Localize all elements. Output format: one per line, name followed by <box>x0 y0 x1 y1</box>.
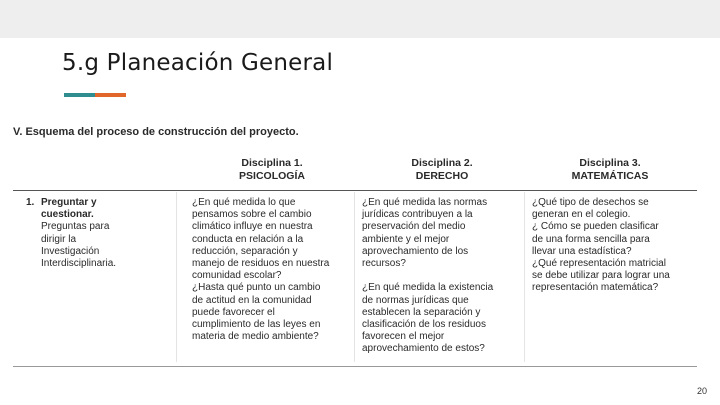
question-line: clasificación de los residuos <box>362 319 486 331</box>
column-subtitle: PSICOLOGÍA <box>239 169 305 182</box>
question-line: climático influye en nuestra <box>192 221 313 233</box>
column-title: Disciplina 2. <box>411 157 473 169</box>
question-line: ¿ Cómo se pueden clasificar <box>532 221 659 233</box>
step-label: cuestionar. <box>41 209 94 221</box>
question-line: generan en el colegio. <box>532 209 631 221</box>
question-line: llevar una estadística? <box>532 245 632 257</box>
step-description: Investigación <box>41 245 100 257</box>
question-line: establecen la separación y <box>362 306 481 318</box>
column-divider <box>176 192 177 362</box>
column-header-matematicas <box>552 157 668 182</box>
question-line: recursos? <box>362 258 406 270</box>
question-line: ¿Hasta qué punto un cambio <box>192 282 321 294</box>
question-line: manejo de residuos en nuestra <box>192 258 330 270</box>
question-line: comunidad escolar? <box>192 270 282 282</box>
question-line: favorecen el mejor <box>362 331 445 343</box>
question-line: ¿Qué representación matricial <box>532 258 666 270</box>
table-bottom-rule <box>13 366 697 367</box>
step-number: 1. <box>26 197 35 208</box>
question-line: ¿En qué medida las normas <box>362 197 488 208</box>
derecho-questions-cell <box>362 197 527 356</box>
question-line: ¿En qué medida la existencia <box>362 282 494 294</box>
question-line: jurídicas contribuyen a la <box>362 209 473 221</box>
matematicas-questions-cell <box>532 197 697 295</box>
column-title: Disciplina 1. <box>241 157 303 169</box>
column-subtitle: MATEMÁTICAS <box>571 169 649 182</box>
question-line: de una forma sencilla para <box>532 233 650 245</box>
question-line: reducción, separación y <box>192 245 298 257</box>
accent-bar-teal <box>64 93 95 97</box>
step-line-1 <box>26 197 151 209</box>
question-line: ¿En qué medida lo que <box>192 197 296 208</box>
top-header-band <box>0 0 720 38</box>
psicologia-questions-cell <box>192 197 357 343</box>
question-line: pensamos sobre el cambio <box>192 209 312 221</box>
question-line: aprovechamiento de estos? <box>362 343 485 355</box>
column-header-derecho <box>384 157 500 182</box>
question-line: ¿Qué tipo de desechos se <box>532 197 649 208</box>
column-header-psicologia <box>214 157 330 182</box>
slide-title: 5.g Planeación General <box>62 50 334 76</box>
question-line: de normas jurídicas que <box>362 294 469 306</box>
question-line: puede favorecer el <box>192 306 275 318</box>
table-header-rule <box>13 190 697 191</box>
question-line: representación matemática? <box>532 282 659 294</box>
step-description: Interdisciplinaria. <box>41 258 117 270</box>
question-line: ambiente y el mejor <box>362 233 450 245</box>
section-heading: V. Esquema del proceso de construcción del proyecto. <box>13 126 299 138</box>
step-description: dirigir la <box>41 233 77 245</box>
step-label: Preguntar y <box>41 197 97 208</box>
column-title: Disciplina 3. <box>579 157 641 169</box>
question-line: de actitud en la comunidad <box>192 294 312 306</box>
question-line <box>362 270 527 282</box>
column-subtitle: DERECHO <box>415 169 469 182</box>
step-description: Preguntas para <box>41 221 110 233</box>
question-line: se debe utilizar para lograr una <box>532 270 670 282</box>
question-line: aprovechamiento de los <box>362 245 469 257</box>
step-cell <box>26 197 151 270</box>
question-line: conducta en relación a la <box>192 233 304 245</box>
question-line: cumplimiento de las leyes en <box>192 319 321 331</box>
question-line: preservación del medio <box>362 221 466 233</box>
page-number: 20 <box>696 386 707 396</box>
question-line: materia de medio ambiente? <box>192 331 319 343</box>
accent-bar-orange <box>95 93 126 97</box>
